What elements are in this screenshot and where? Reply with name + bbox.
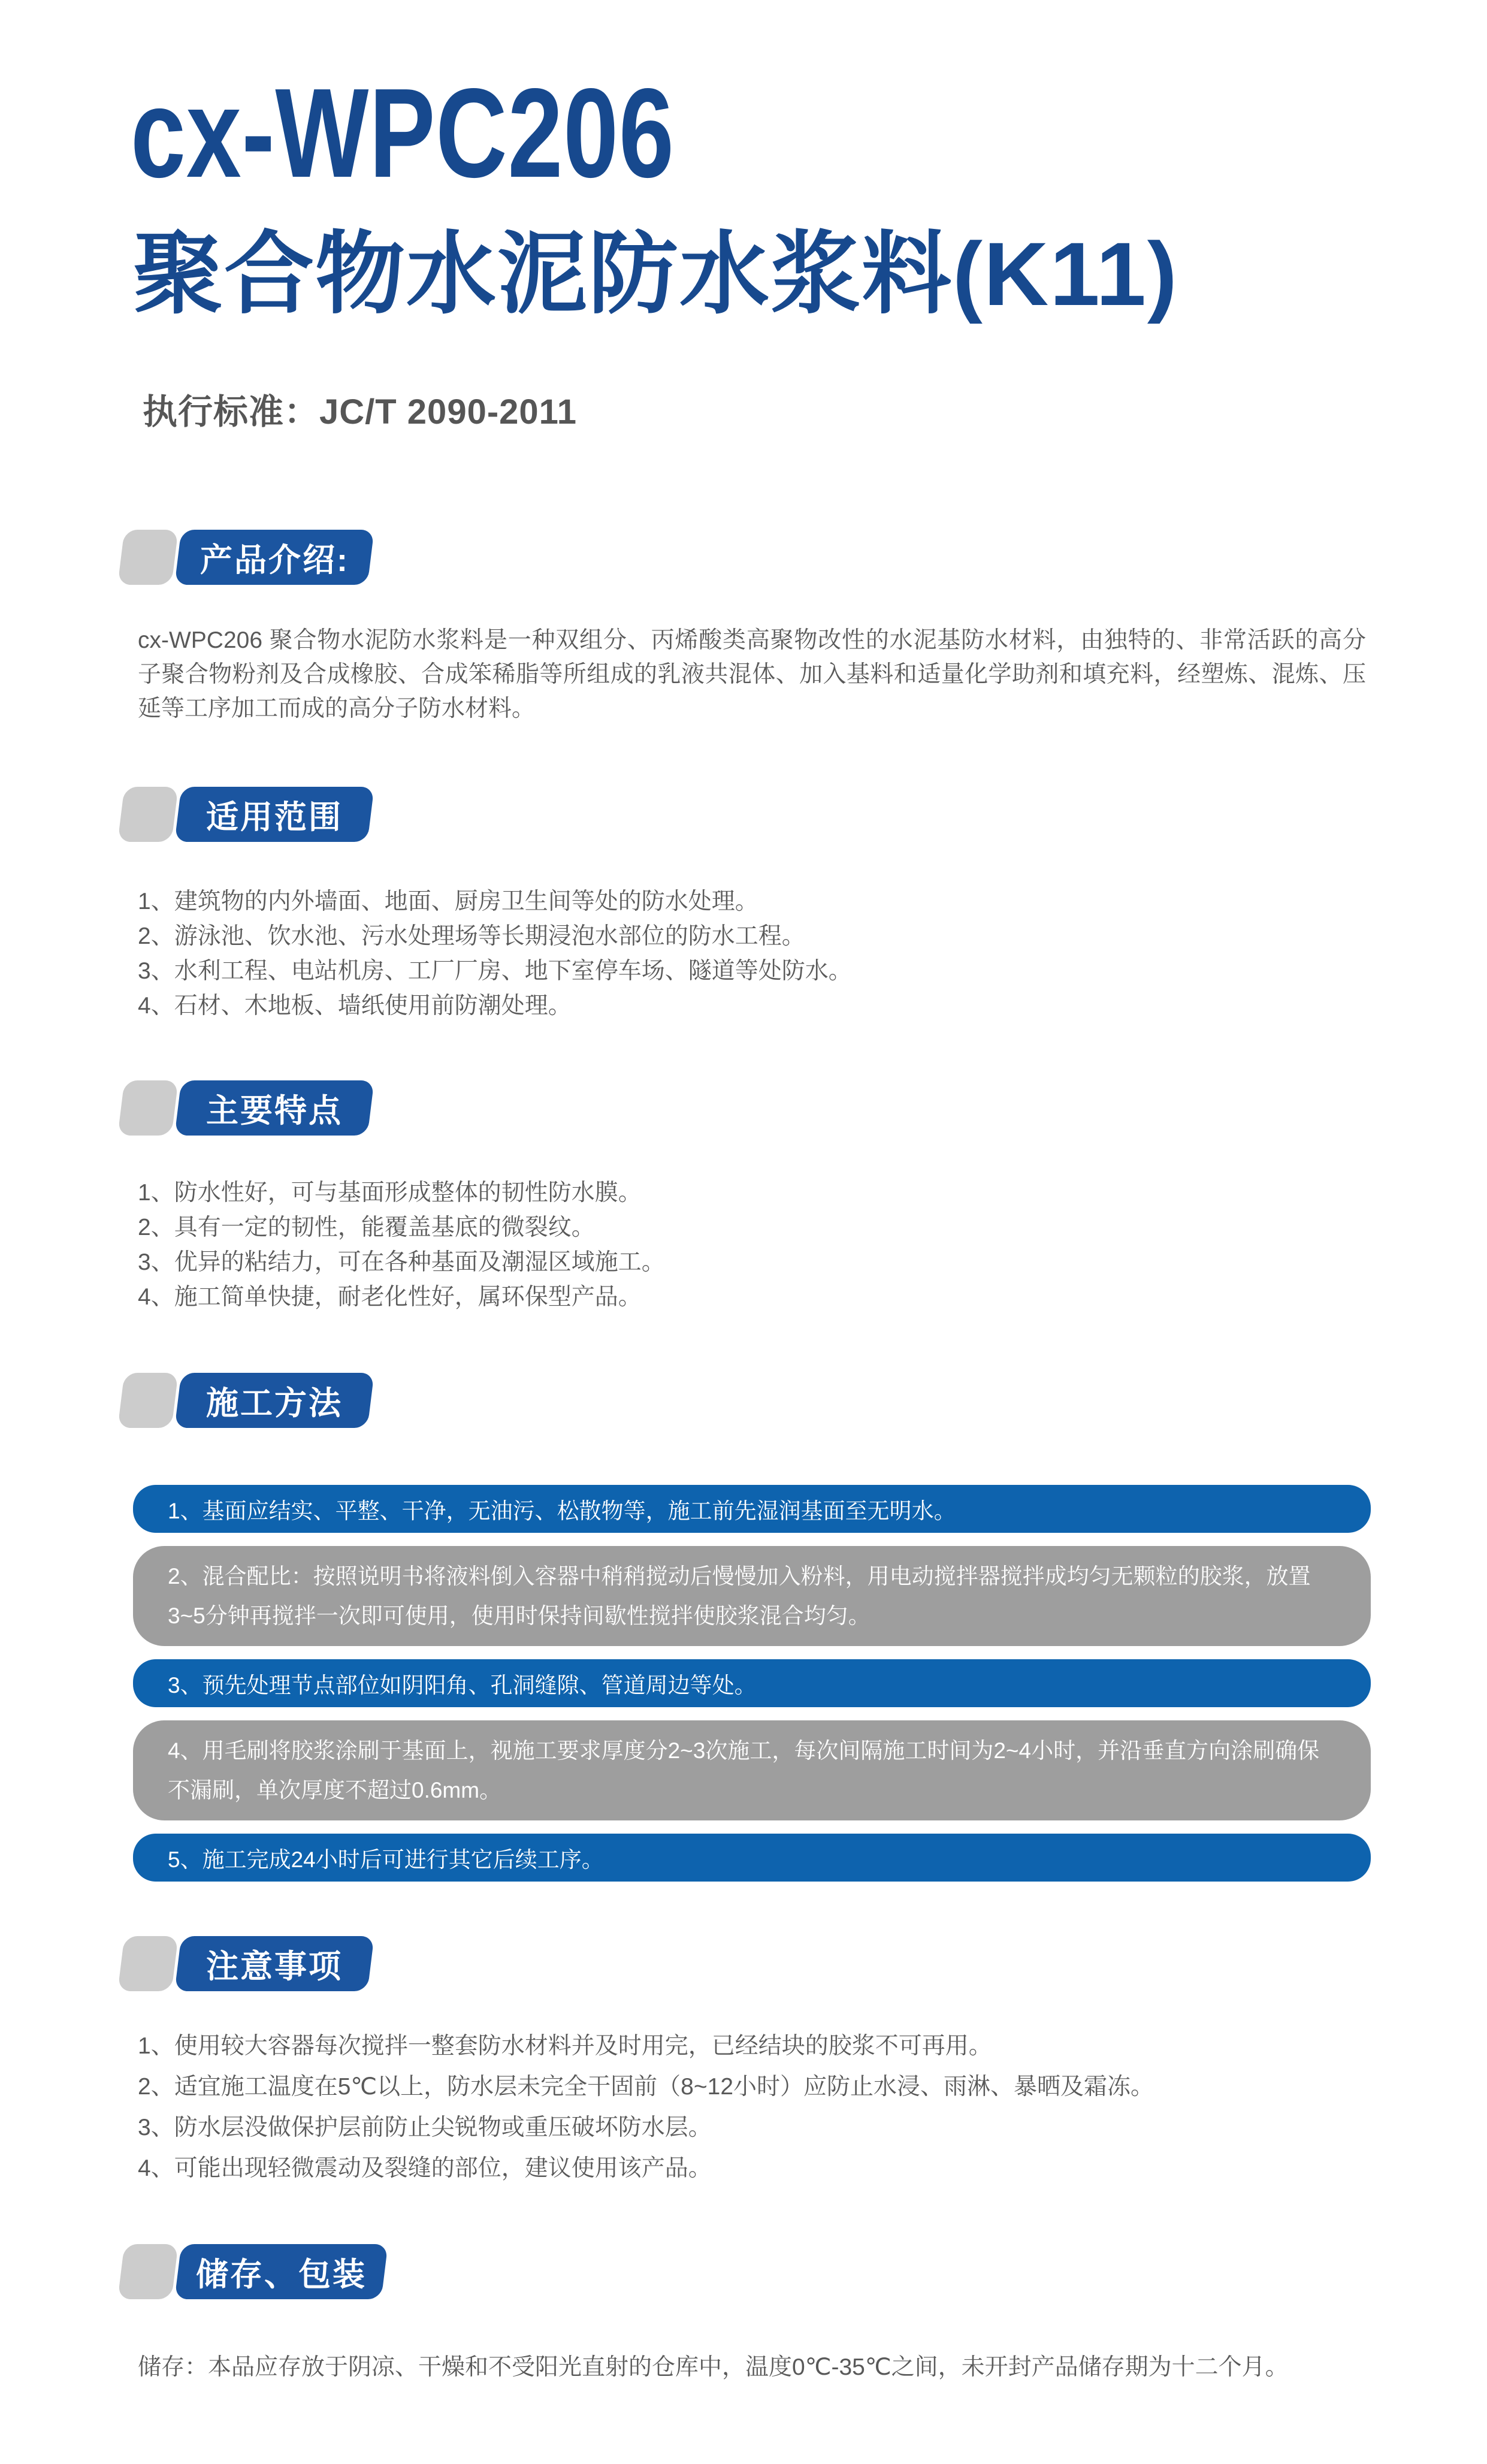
section-heading-method: 施工方法 xyxy=(206,1385,343,1421)
section-badge-storage xyxy=(121,2244,385,2299)
section-heading-storage: 储存、包装 xyxy=(196,2256,367,2293)
step-text: 2、混合配比：按照说明书将液料倒入容器中稍稍搅动后慢慢加入粉料，用电动搅拌器搅拌成均匀无颗粒的胶浆，放置3~5分钟再搅拌一次即可使用，使用时保持间歇性搅拌使胶浆混合均匀。 xyxy=(168,1563,1311,1628)
badge-ghost-shape xyxy=(117,2244,178,2299)
method-step-bar xyxy=(133,1485,1371,1533)
badge-pill xyxy=(174,1080,374,1136)
list-item: 3、优异的粘结力，可在各种基面及潮湿区域施工。 xyxy=(138,1249,665,1275)
product-name-title: 聚合物水泥防水浆料(K11) xyxy=(133,224,1178,324)
section-heading-notes: 注意事项 xyxy=(206,1948,343,1985)
list-item: 4、施工简单快捷，耐老化性好，属环保型产品。 xyxy=(138,1284,642,1310)
section-badge-notes xyxy=(121,1936,371,1991)
list-item: 1、建筑物的内外墙面、地面、厨房卫生间等处的防水处理。 xyxy=(138,889,758,914)
badge-pill xyxy=(174,1936,374,1991)
method-step-bar xyxy=(133,1834,1371,1882)
badge-pill xyxy=(174,1373,374,1428)
features-list xyxy=(138,1176,1372,1315)
badge-ghost-shape xyxy=(117,530,178,585)
product-model-title: cx-WPC206 xyxy=(131,62,675,204)
step-text: 3、预先处理节点部位如阴阳角、孔洞缝隙、管道周边等处。 xyxy=(168,1673,757,1698)
list-item: 1、使用较大容器每次搅拌一整套防水材料并及时用完，已经结块的胶浆不可再用。 xyxy=(138,2033,992,2059)
section-badge-features xyxy=(121,1080,371,1136)
list-item: 4、石材、木地板、墙纸使用前防潮处理。 xyxy=(138,993,572,1019)
step-text: 5、施工完成24小时后可进行其它后续工序。 xyxy=(168,1847,604,1872)
badge-pill xyxy=(174,787,374,842)
badge-pill xyxy=(174,530,374,585)
method-step-bar xyxy=(133,1659,1371,1707)
badge-ghost-shape xyxy=(117,1373,178,1428)
badge-ghost-shape xyxy=(117,787,178,842)
list-item: 2、游泳池、饮水池、污水处理场等长期浸泡水部位的防水工程。 xyxy=(138,923,805,949)
method-step-bar xyxy=(133,1546,1371,1646)
step-text: 4、用毛刷将胶浆涂刷于基面上，视施工要求厚度分2~3次施工，每次间隔施工时间为2~4小时，并沿垂直方向涂刷确保不漏刷，单次厚度不超过0.6mm。 xyxy=(168,1738,1320,1802)
section-badge-method xyxy=(121,1373,371,1428)
notes-list xyxy=(138,2026,1372,2189)
list-item: 3、防水层没做保护层前防止尖锐物或重压破坏防水层。 xyxy=(138,2115,712,2140)
scope-list xyxy=(138,884,1372,1023)
list-item: 2、具有一定的韧性，能覆盖基底的微裂纹。 xyxy=(138,1215,595,1240)
intro-paragraph: cx-WPC206 聚合物水泥防水浆料是一种双组分、丙烯酸类高聚物改性的水泥基防水材料，由独特的、非常活跃的高分子聚合物粉剂及合成橡胶、合成笨稀脂等所组成的乳液共混体、加入基料和适量化学助剂和填充料，经塑炼、混炼、压延等工序加工而成的高分子防水材料。 xyxy=(138,627,1366,721)
badge-ghost-shape xyxy=(117,1936,178,1991)
section-badge-scope xyxy=(121,787,371,842)
list-item: 2、适宜施工温度在5℃以上，防水层未完全干固前（8~12小时）应防止水浸、雨淋、暴晒及霜冻。 xyxy=(138,2074,1154,2100)
step-text: 1、基面应结实、平整、干净，无油污、松散物等，施工前先湿润基面至无明水。 xyxy=(168,1499,956,1523)
method-step-bar xyxy=(133,1720,1371,1820)
list-item: 4、可能出现轻微震动及裂缝的部位，建议使用该产品。 xyxy=(138,2155,712,2181)
storage-paragraph: 储存：本品应存放于阴凉、干燥和不受阳光直射的仓库中，温度0℃-35℃之间，未开封产品储存期为十二个月。 xyxy=(138,2354,1289,2380)
badge-pill xyxy=(174,2244,388,2299)
method-steps xyxy=(133,1485,1371,1895)
list-item: 1、防水性好，可与基面形成整体的韧性防水膜。 xyxy=(138,1180,642,1206)
section-heading-features: 主要特点 xyxy=(206,1092,343,1129)
section-heading-intro: 产品介绍: xyxy=(200,542,349,578)
section-heading-scope: 适用范围 xyxy=(206,799,343,835)
section-badge-intro xyxy=(121,530,371,585)
list-item: 3、水利工程、电站机房、工厂厂房、地下室停车场、隧道等处防水。 xyxy=(138,958,852,984)
badge-ghost-shape xyxy=(117,1080,178,1136)
standard-line: 执行标准：JC/T 2090-2011 xyxy=(143,392,577,431)
